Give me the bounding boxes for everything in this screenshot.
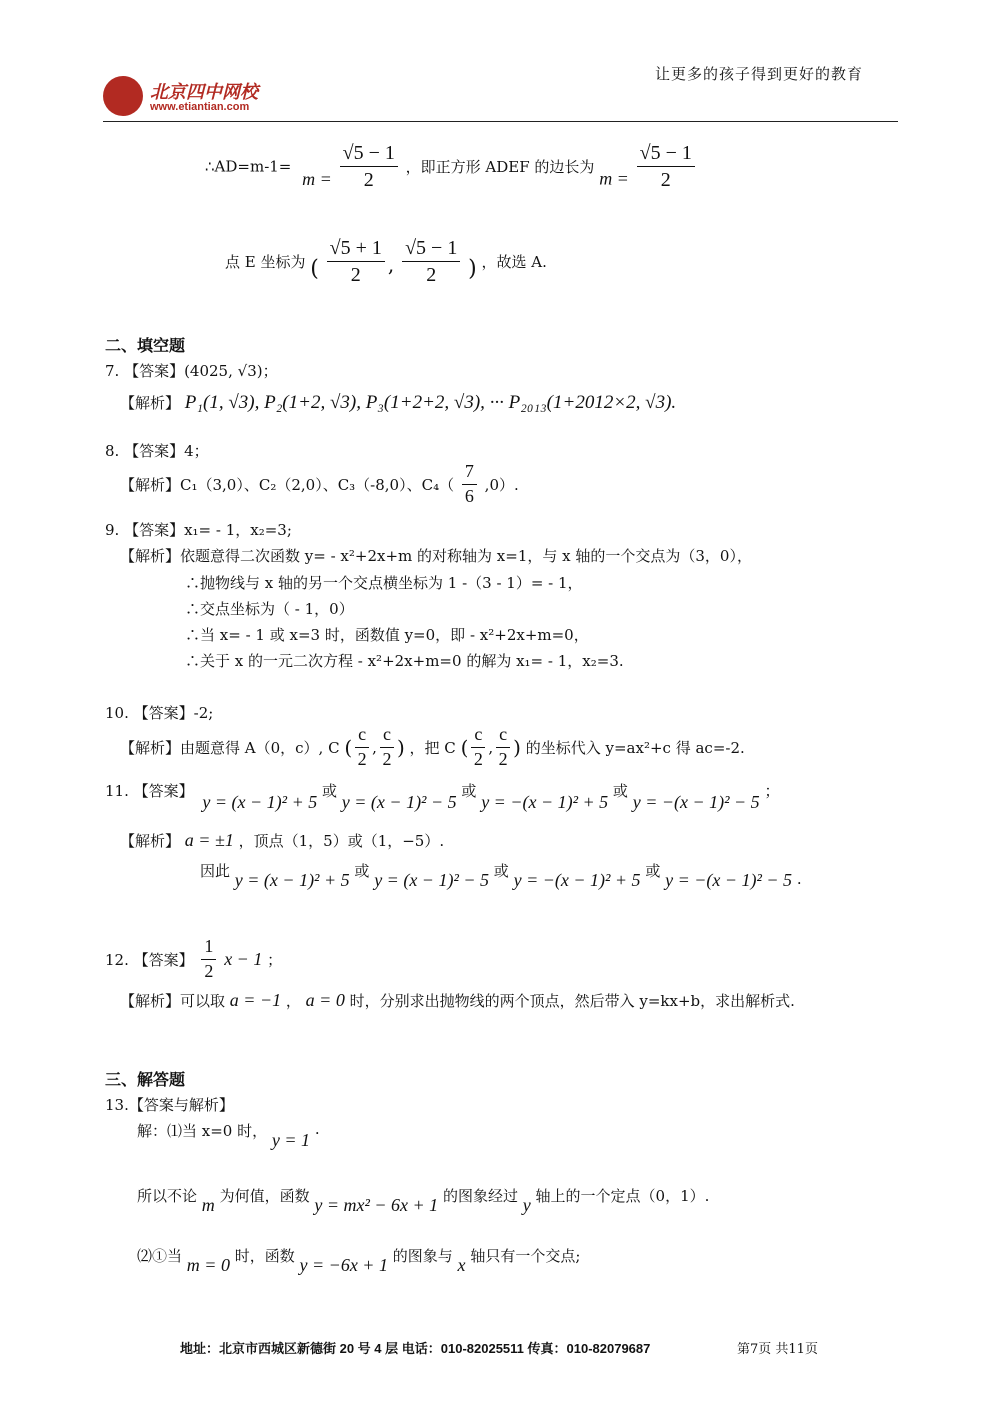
q9-line-5: ∴关于 x 的一元二次方程 - x²+2x+m=0 的解为 x₁= - 1，x₂=3. [185,652,624,670]
q12-analysis: 【解析】可以取 a = −1 ， a = 0 时，分别求出抛物线的两个顶点，然后带入 y=kx+b，求出解析式. [120,990,795,1010]
logo-text: 北京四中网校 [150,82,258,103]
point-e-line: 点 E 坐标为 ( $\frac{√5 + 1}{2}$ , $\frac{√5 - 1}{2}$ ) ，故选 A. [225,237,547,286]
q9-line-3: ∴交点坐标为（ - 1，0） [185,600,354,618]
ad-prefix: ∴AD=m-1= [205,157,292,176]
q8-fraction: $\frac{7}{6}$ [462,462,477,507]
e-y-fraction: $\frac{√5 - 1}{2}$ [402,237,460,286]
e-x-fraction: $\frac{√5 + 1}{2}$ [327,237,385,286]
school-logo-icon [103,76,143,116]
q13-line-3: ⑵①当 m = 0 时，函数 y = −6x + 1 的图象与 x 轴只有一个交点; [137,1247,581,1275]
header-slogan: 让更多的孩子得到更好的教育 [655,65,864,83]
q13-label: 13.【答案与解析】 [105,1096,234,1114]
footer-page: 第7页 共11页 [737,1342,818,1357]
point-e-suffix: ，故选 A. [481,253,547,271]
q13-line-1: 解：⑴当 x=0 时， y = 1 . [137,1120,320,1150]
q9-line-2: ∴抛物线与 x 轴的另一个交点横坐标为 1 -（3 - 1）= - 1， [185,574,583,592]
q9-line-1: 【解析】依题意得二次函数 y= - x²+2x+m 的对称轴为 x=1，与 x 轴的一个交点为（3，0）， [120,547,752,565]
q13-line-2: 所以不论 m 为何值，函数 y = mx² − 6x + 1 的图象经过 y 轴上的一个定点（0，1）. [137,1187,710,1215]
q8-answer: 8. 【答案】4； [105,442,209,460]
m-lhs: m = [302,168,332,189]
q11-analysis-1: 【解析】 a = ±1 ，顶点（1，5）或（1，−5）. [120,830,445,850]
point-e-prefix: 点 E 坐标为 [225,253,306,271]
m-fraction-2: $\frac{√5 - 1}{2}$ [637,142,695,191]
q7-analysis: 【解析】 P₁(1, √3), P₂(1+2, √3), P₃(1+2+2, √3), ··· P₂₀₁₃(1+2012×2, √3). [120,392,677,413]
m-lhs-2: m = [599,168,629,189]
q11-answer: 11. 【答案】 y = (x − 1)² + 5 或 y = (x − 1)² − 5 或 y = −(x − 1)² + 5 或 y = −(x − 1)² − 5 ； [105,782,780,812]
footer-address: 地址：北京市西城区新德街 20 号 4 层 电话：010-82025511 传真：010-82079687 [180,1341,651,1356]
q10-analysis: 【解析】由题意得 A（0，c）, C ( $\frac{c}{2}$ , $\frac{c}{2}$ ) ，把 C ( $\frac{c}{2}$ , $\frac{c}{2}$ ) 的坐标代入 y=ax²+c 得 ac=-2. [120,724,745,769]
q12-answer: 12. 【答案】 $\frac{1}{2}$ x − 1 ； [105,936,283,981]
m-fraction: $\frac{√5 - 1}{2}$ [340,142,398,191]
q10-answer: 10. 【答案】-2; [105,704,214,722]
q8-analysis: 【解析】C₁（3,0）、C₂（2,0）、C₃（-8,0）、C₄（ $\frac{7}{6}$ ,0）. [120,461,519,506]
q9-line-4: ∴当 x= - 1 或 x=3 时，函数值 y=0，即 - x²+2x+m=0， [185,626,589,644]
q11-analysis-2: 因此 y = (x − 1)² + 5 或 y = (x − 1)² − 5 或 y = −(x − 1)² + 5 或 y = −(x − 1)² − 5 . [200,862,802,890]
q7-answer: 7. 【答案】(4025, √3)； [105,362,278,380]
ad-line [205,142,698,191]
ad-middle: ，即正方形 ADEF 的边长为 [405,158,595,176]
logo-url: www.etiantian.com [150,101,250,113]
section-2-title: 二、填空题 [105,336,186,355]
header-divider [103,121,898,122]
q9-answer: 9. 【答案】x₁= - 1，x₂=3; [105,521,292,539]
section-3-title: 三、解答题 [105,1070,186,1089]
